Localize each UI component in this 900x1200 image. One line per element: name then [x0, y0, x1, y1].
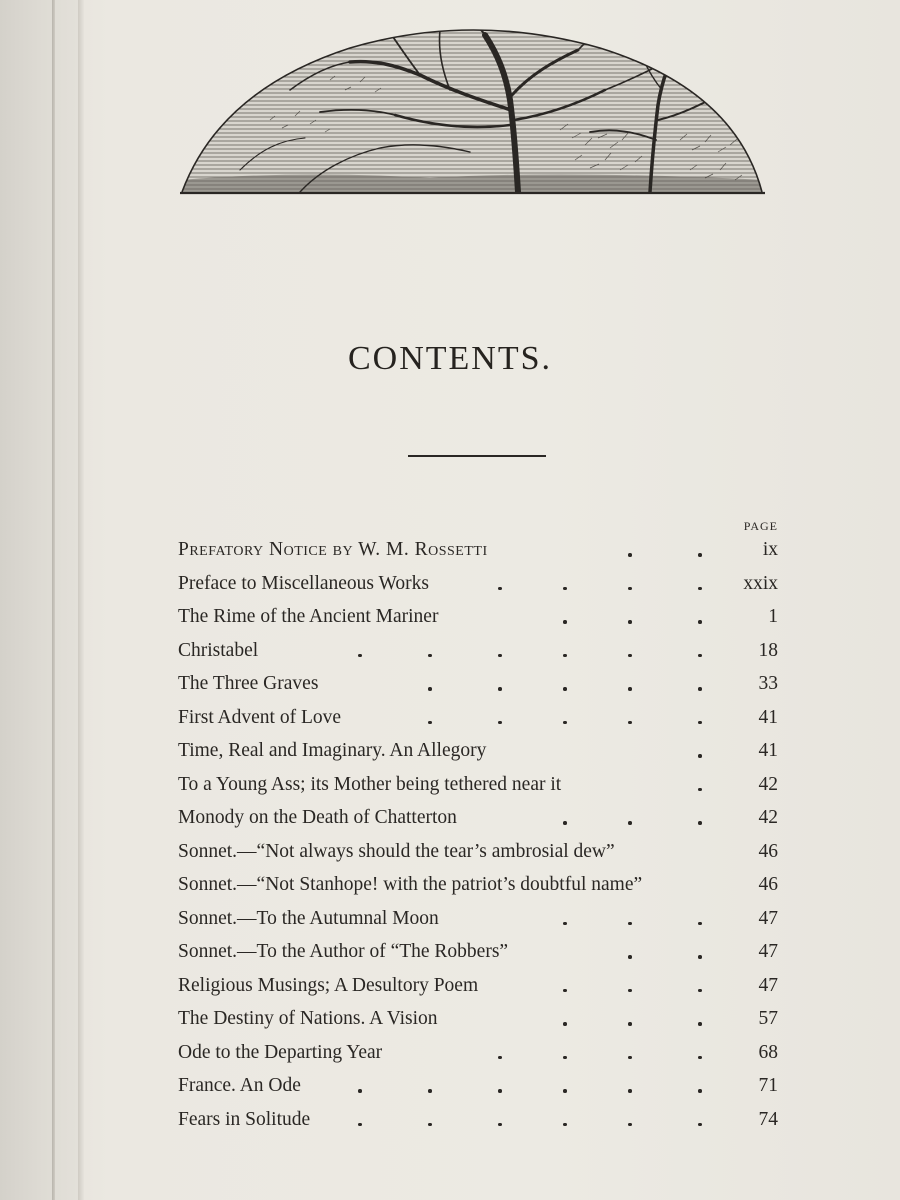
toc-entry — [178, 734, 778, 768]
toc-entry — [178, 801, 778, 835]
toc-entry-title: First Advent of Love — [178, 706, 342, 728]
toc-entry — [178, 969, 778, 1003]
leader-dot — [628, 989, 632, 993]
leader-dot — [498, 1089, 502, 1093]
toc-entry-page: 42 — [758, 807, 778, 828]
toc-entry-title: The Destiny of Nations. A Vision — [178, 1008, 438, 1029]
leader-dot — [498, 1056, 502, 1060]
leader-dot — [498, 687, 502, 691]
toc-entry — [178, 667, 778, 701]
toc-entry-page: xxix — [743, 572, 778, 594]
leader-dot — [698, 788, 702, 792]
toc-entry-title: The Three Graves — [178, 673, 319, 694]
leader-dot — [498, 721, 502, 725]
leader-dot — [358, 1089, 362, 1093]
toc-entry — [178, 1002, 778, 1036]
toc-entry — [178, 935, 778, 969]
leader-dot — [563, 1056, 567, 1060]
toc-entry — [178, 567, 778, 601]
leader-dot — [698, 821, 702, 825]
toc-entry-page: 41 — [758, 706, 778, 728]
leader-dot — [628, 620, 632, 624]
toc-entry-page: 47 — [758, 907, 778, 929]
leader-dot — [563, 821, 567, 825]
toc-entry-title: Ode to the Departing Year — [178, 1041, 383, 1063]
toc-entry — [178, 600, 778, 634]
leader-dot — [563, 922, 567, 926]
title-rule — [408, 455, 546, 457]
toc-entry-page: 57 — [758, 1008, 778, 1029]
toc-entry-page: 42 — [758, 773, 778, 795]
toc-entry — [178, 1036, 778, 1070]
leader-dot — [698, 989, 702, 993]
toc-entry-title: Sonnet.—To the Author of “The Robbers” — [178, 941, 509, 962]
leader-dot — [698, 587, 702, 591]
engraved-tree-headpiece — [180, 20, 765, 200]
leader-dot — [563, 1089, 567, 1093]
toc-entry-page: 68 — [758, 1041, 778, 1063]
leader-dot — [628, 1022, 632, 1026]
toc-entry-page: ix — [762, 539, 778, 560]
leader-dot — [563, 1123, 567, 1127]
leader-dot — [628, 654, 632, 658]
table-of-contents — [178, 533, 778, 1136]
leader-dot — [498, 587, 502, 591]
leader-dot — [358, 654, 362, 658]
toc-entry-title: The Rime of the Ancient Mariner — [178, 606, 439, 627]
toc-entry-title: Sonnet.—To the Autumnal Moon — [178, 907, 439, 929]
page-column-header: PAGE — [743, 519, 778, 533]
leader-dot — [628, 1089, 632, 1093]
toc-entry-title: Prefatory Notice by W. M. Rossetti — [178, 539, 488, 560]
toc-entry-page: 18 — [758, 639, 778, 661]
toc-entry-page: 71 — [758, 1075, 778, 1096]
toc-entry-title: Time, Real and Imaginary. An Allegory — [178, 740, 487, 761]
toc-entry-page: 74 — [758, 1108, 778, 1130]
leader-dot — [563, 989, 567, 993]
leader-dot — [428, 1123, 432, 1127]
toc-entry-page: 47 — [758, 941, 778, 962]
leader-dot — [698, 1022, 702, 1026]
leader-dot — [628, 587, 632, 591]
toc-entry — [178, 902, 778, 936]
toc-entry — [178, 1103, 778, 1137]
toc-entry-title: Monody on the Death of Chatterton — [178, 807, 457, 828]
toc-entry — [178, 835, 778, 869]
leader-dot — [698, 1123, 702, 1127]
leader-dot — [628, 553, 632, 557]
leader-dot — [563, 620, 567, 624]
toc-entry-page: 33 — [758, 673, 778, 694]
page-title: CONTENTS. — [347, 340, 553, 377]
leader-dot — [628, 687, 632, 691]
leader-dot — [563, 687, 567, 691]
toc-entry-page: 46 — [758, 840, 778, 862]
leader-dot — [563, 654, 567, 658]
toc-entry — [178, 701, 778, 735]
leader-dot — [498, 654, 502, 658]
toc-entry — [178, 868, 778, 902]
leader-dots — [178, 634, 778, 668]
toc-entry-title: Fears in Solitude — [178, 1108, 311, 1130]
leader-dot — [698, 754, 702, 758]
leader-dot — [563, 721, 567, 725]
toc-entry-title: Sonnet.—“Not Stanhope! with the patriot’s doubtful name” — [178, 874, 643, 895]
leader-dot — [698, 553, 702, 557]
leader-dot — [628, 721, 632, 725]
leader-dot — [628, 1056, 632, 1060]
toc-entry-title: Religious Musings; A Desultory Poem — [178, 974, 479, 996]
toc-entry — [178, 634, 778, 668]
leader-dot — [698, 687, 702, 691]
leader-dot — [628, 821, 632, 825]
leader-dot — [358, 1123, 362, 1127]
book-spine-edge — [0, 0, 78, 1200]
toc-entry-title: Sonnet.—“Not always should the tear’s ambrosial dew” — [178, 840, 615, 862]
toc-entry-title: Preface to Miscellaneous Works — [178, 572, 429, 594]
leader-dot — [628, 922, 632, 926]
leader-dot — [498, 1123, 502, 1127]
leader-dot — [698, 1056, 702, 1060]
leader-dot — [628, 1123, 632, 1127]
leader-dot — [698, 922, 702, 926]
toc-entry — [178, 1069, 778, 1103]
toc-entry-page: 1 — [768, 606, 778, 627]
leader-dot — [563, 587, 567, 591]
toc-entry-page: 46 — [758, 874, 778, 895]
toc-entry — [178, 768, 778, 802]
leader-dot — [428, 687, 432, 691]
toc-entry-title: France. An Ode — [178, 1075, 301, 1096]
leader-dot — [628, 955, 632, 959]
leader-dot — [698, 654, 702, 658]
leader-dot — [698, 620, 702, 624]
leader-dot — [698, 721, 702, 725]
page-gutter — [78, 0, 84, 1200]
toc-entry-page: 47 — [758, 974, 778, 996]
toc-entry-page: 41 — [758, 740, 778, 761]
leader-dot — [698, 955, 702, 959]
leader-dot — [428, 1089, 432, 1093]
leader-dot — [563, 1022, 567, 1026]
leader-dot — [428, 654, 432, 658]
toc-entry-title: To a Young Ass; its Mother being tethered near it — [178, 773, 562, 795]
toc-entry-title: Christabel — [178, 639, 259, 661]
leader-dot — [698, 1089, 702, 1093]
leader-dot — [428, 721, 432, 725]
toc-entry — [178, 533, 778, 567]
spine-crease — [52, 0, 55, 1200]
